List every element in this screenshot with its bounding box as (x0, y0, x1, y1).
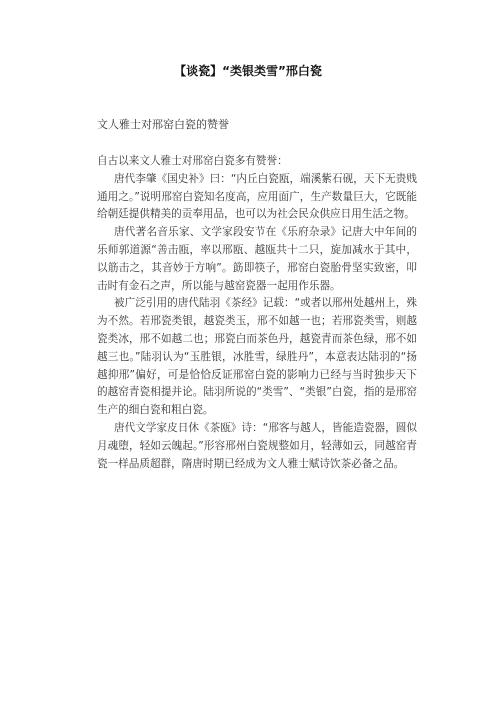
paragraph-intro: 自古以来文人雅士对邢窑白瓷多有赞誉： (97, 155, 288, 167)
section-heading: 文人雅士对邢窑白瓷的赞誉 (97, 118, 229, 131)
paragraph-guoshibu: 唐代李肇《国史补》曰：“内丘白瓷瓯，端溪紫石砚，天下无贵贱通用之。”说明邢窑白瓷知名度高，应用面广，生产数量巨大，它既能给朝廷提供精美的贡奉用品，也可以为社会民众供应日用生活之物。 (97, 172, 417, 221)
page-title: 【谈瓷】“类银类雪”邢白瓷 (174, 64, 322, 78)
paragraph-yuefuzalu: 唐代著名音乐家、文学家段安节在《乐府杂录》记唐大中年间的乐师郭道源“善击瓯，率以邢瓯、越瓯共十二只，旋加减水于其中，以筋击之，其音妙于方响”。筯即筷子，邢窑白瓷胎骨坚实致密，叩击时有金石之声，所以能与越窑瓷器一起用作乐器。 (97, 226, 417, 292)
paragraph-chajing: 被广泛引用的唐代陆羽《茶经》记载：“或者以邢州处越州上，殊为不然。若邢瓷类银，越瓷类玉，邢不如越一也；若邢瓷类雪，则越瓷类冰，邢不如越二也；邢瓷白而茶色丹，越瓷青而茶色绿，邢不如越三也。”陆羽认为“玉胜银，冰胜雪，绿胜丹”，本意表达陆羽的“扬越抑邢”偏好，可是恰恰反证邢窑白瓷的影响力已经与当时独步天下的越窑青瓷相提并论。陆羽所说的“类雪”、“类银”白瓷，指的是邢窑生产的细白瓷和粗白瓷。 (97, 297, 417, 417)
paragraph-chaou-poem: 唐代文学家皮日休《茶瓯》诗：“邢客与越人，皆能造瓷器，圆似月魂堕，轻如云魄起。”形容邢州白瓷规整如月，轻薄如云，同越窑青瓷一样品质超群，隋唐时期已经成为文人雅士赋诗饮茶必备之品。 (97, 421, 417, 470)
article-body (97, 153, 417, 473)
